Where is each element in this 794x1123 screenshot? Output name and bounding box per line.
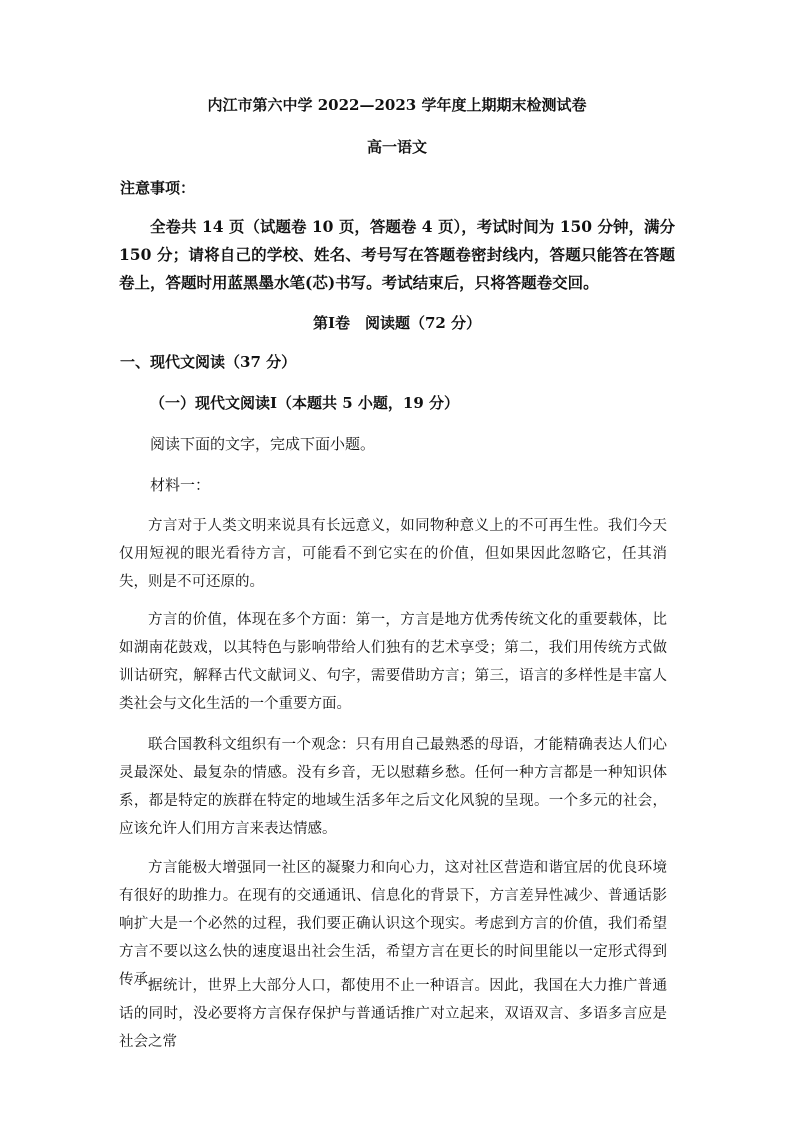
reading-paragraph: 方言的价值，体现在多个方面：第一，方言是地方优秀传统文化的重要载体，比如湖南花鼓戏，以其特色与影响带给人们独有的艺术享受；第二，我们用传统方式做训诂研究，解释古代文献词义、句字，需要借助方言；第三，语言的多样性是丰富人类社会与文化生活的一个重要方面。 (119, 612, 667, 712)
notice-heading: 注意事项： (120, 179, 196, 197)
section-title: 第Ⅰ卷 阅读题（72 分） (312, 314, 482, 332)
material-label: 材料一： (150, 476, 211, 494)
reading-instruction: 阅读下面的文字，完成下面小题。 (150, 435, 376, 453)
reading-paragraph: 方言对于人类文明来说具有长远意义，如同物种意义上的不可再生性。我们今天仅用短视的眼光看待方言，可能看不到它实在的价值，但如果因此忽略它，任其消失，则是不可还原的。 (119, 518, 667, 590)
reading-paragraph: 据统计，世界上大部分人口，都使用不止一种语言。因此，我国在大力推广普通话的同时，没必要将方言保存保护与普通话推广对立起来，双语双言、多语多言应是社会之常 (119, 978, 667, 1050)
reading-paragraph: 方言能极大增强同一社区的凝聚力和向心力，这对社区营造和谐宜居的优良环境有很好的助推力。在现有的交通通讯、信息化的背景下，方言差异性减少、普通话影响扩大是一个必然的过程，我们要正确认识这个现实。考虑到方言的价值，我们希望方言不要以这么快的速度退出社会生活，希望方言在更长的时间里能以一定形式得到传承。 (119, 860, 667, 988)
reading-paragraph: 联合国教科文组织有一个观念：只有用自己最熟悉的母语，才能精确表达人们心灵最深处、最复杂的情感。没有乡音，无以慰藉乡愁。任何一种方言都是一种知识体系，都是特定的族群在特定的地域生活多年之后文化风貌的呈现。一个多元的社会，应该允许人们用方言来表达情感。 (119, 737, 667, 837)
exam-title: 内江市第六中学 2022—2023 学年度上期期末检测试卷 (207, 96, 587, 114)
subject-title: 高一语文 (366, 138, 427, 156)
part-heading: 一、现代文阅读（37 分） (120, 353, 297, 371)
notice-body: 全卷共 14 页（试题卷 10 页，答题卷 4 页），考试时间为 150 分钟，满分 150 分；请将自己的学校、姓名、考号写在答题卷密封线内，答题只能答在答题卷上，答题时用蓝黑墨水笔(芯)书写。考试结束后，只将答题卷交回。 (119, 217, 675, 292)
sub-heading: （一）现代文阅读Ⅰ（本题共 5 小题，19 分） (150, 394, 459, 412)
